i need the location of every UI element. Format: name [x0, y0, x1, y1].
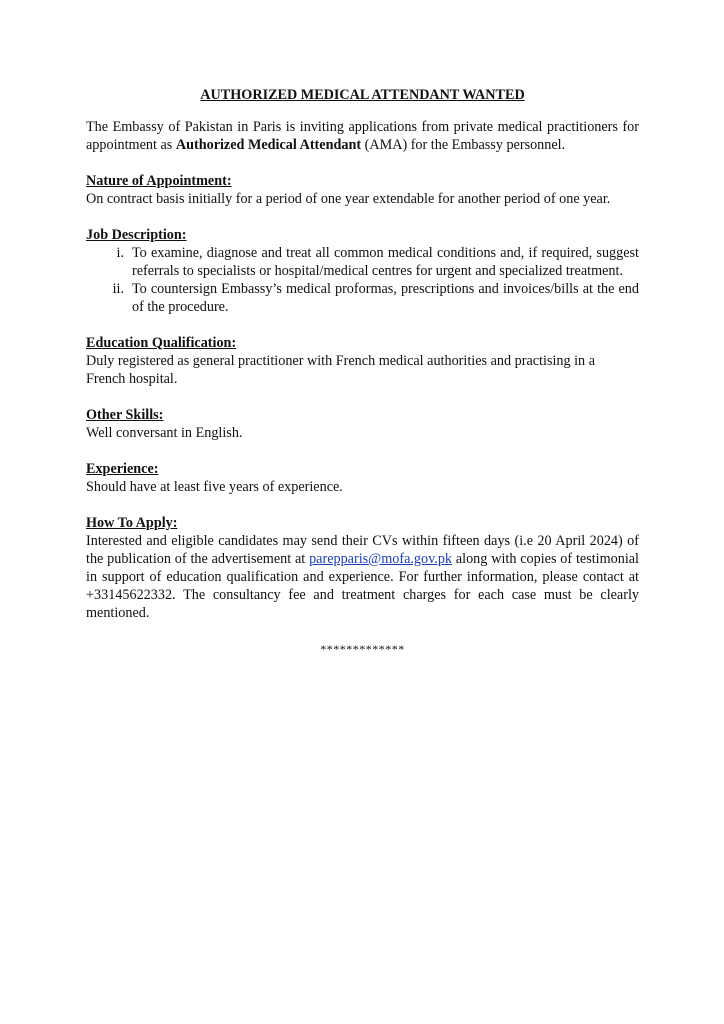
intro-bold-role: Authorized Medical Attendant: [175, 137, 362, 153]
list-number: i.: [116, 245, 124, 261]
list-item: [86, 244, 639, 280]
section-heading: Education Qualification:: [86, 335, 237, 351]
apply-text-after: along with copies of testimonial in support of education qualification and experience. For further information, please contact at +33145622332. The consultancy fee and treatment charges for each case must be clearly mentioned.: [86, 551, 639, 621]
section-heading: Nature of Appointment:: [86, 173, 232, 189]
section-body: [86, 532, 639, 622]
intro-text-before: The Embassy of Pakistan in Paris is inviting applications from private medical practitioners for appointment as: [86, 119, 639, 153]
section-body: On contract basis initially for a period of one year extendable for another period of one year.: [86, 191, 611, 207]
section-heading: Other Skills:: [86, 407, 164, 423]
job-list: [86, 244, 639, 316]
section-education-qualification: [86, 334, 639, 388]
section-heading: How To Apply:: [86, 515, 178, 531]
page-title: AUTHORIZED MEDICAL ATTENDANT WANTED: [200, 87, 525, 103]
intro-paragraph: [86, 118, 639, 154]
list-text: To examine, diagnose and treat all common medical conditions and, if required, suggest referrals to specialists or hospital/medical centres for urgent and specialized treatment.: [132, 245, 639, 279]
section-how-to-apply: [86, 514, 639, 622]
apply-text-before: Interested and eligible candidates may send their CVs within fifteen days (i.e 20 April 2024) of the publication of the advertisement at: [86, 533, 639, 567]
list-item: [86, 280, 639, 316]
section-heading: Experience:: [86, 461, 159, 477]
list-number: ii.: [112, 281, 124, 297]
section-other-skills: [86, 406, 639, 442]
section-body: Should have at least five years of experience.: [86, 479, 343, 495]
document-page: [86, 86, 639, 658]
section-job-description: [86, 226, 639, 316]
intro-text-after: (AMA) for the Embassy personnel.: [361, 137, 566, 153]
section-body: Well conversant in English.: [86, 425, 243, 441]
section-nature-of-appointment: [86, 172, 639, 208]
section-body: Duly registered as general practitioner with French medical authorities and practising in a French hospital.: [86, 353, 595, 387]
email-link[interactable]: parepparis@mofa.gov.pk: [309, 551, 453, 567]
section-experience: [86, 460, 639, 496]
end-separator: *************: [320, 642, 405, 656]
list-text: To countersign Embassy’s medical proformas, prescriptions and invoices/bills at the end of the procedure.: [132, 281, 639, 315]
section-heading: Job Description:: [86, 227, 187, 243]
